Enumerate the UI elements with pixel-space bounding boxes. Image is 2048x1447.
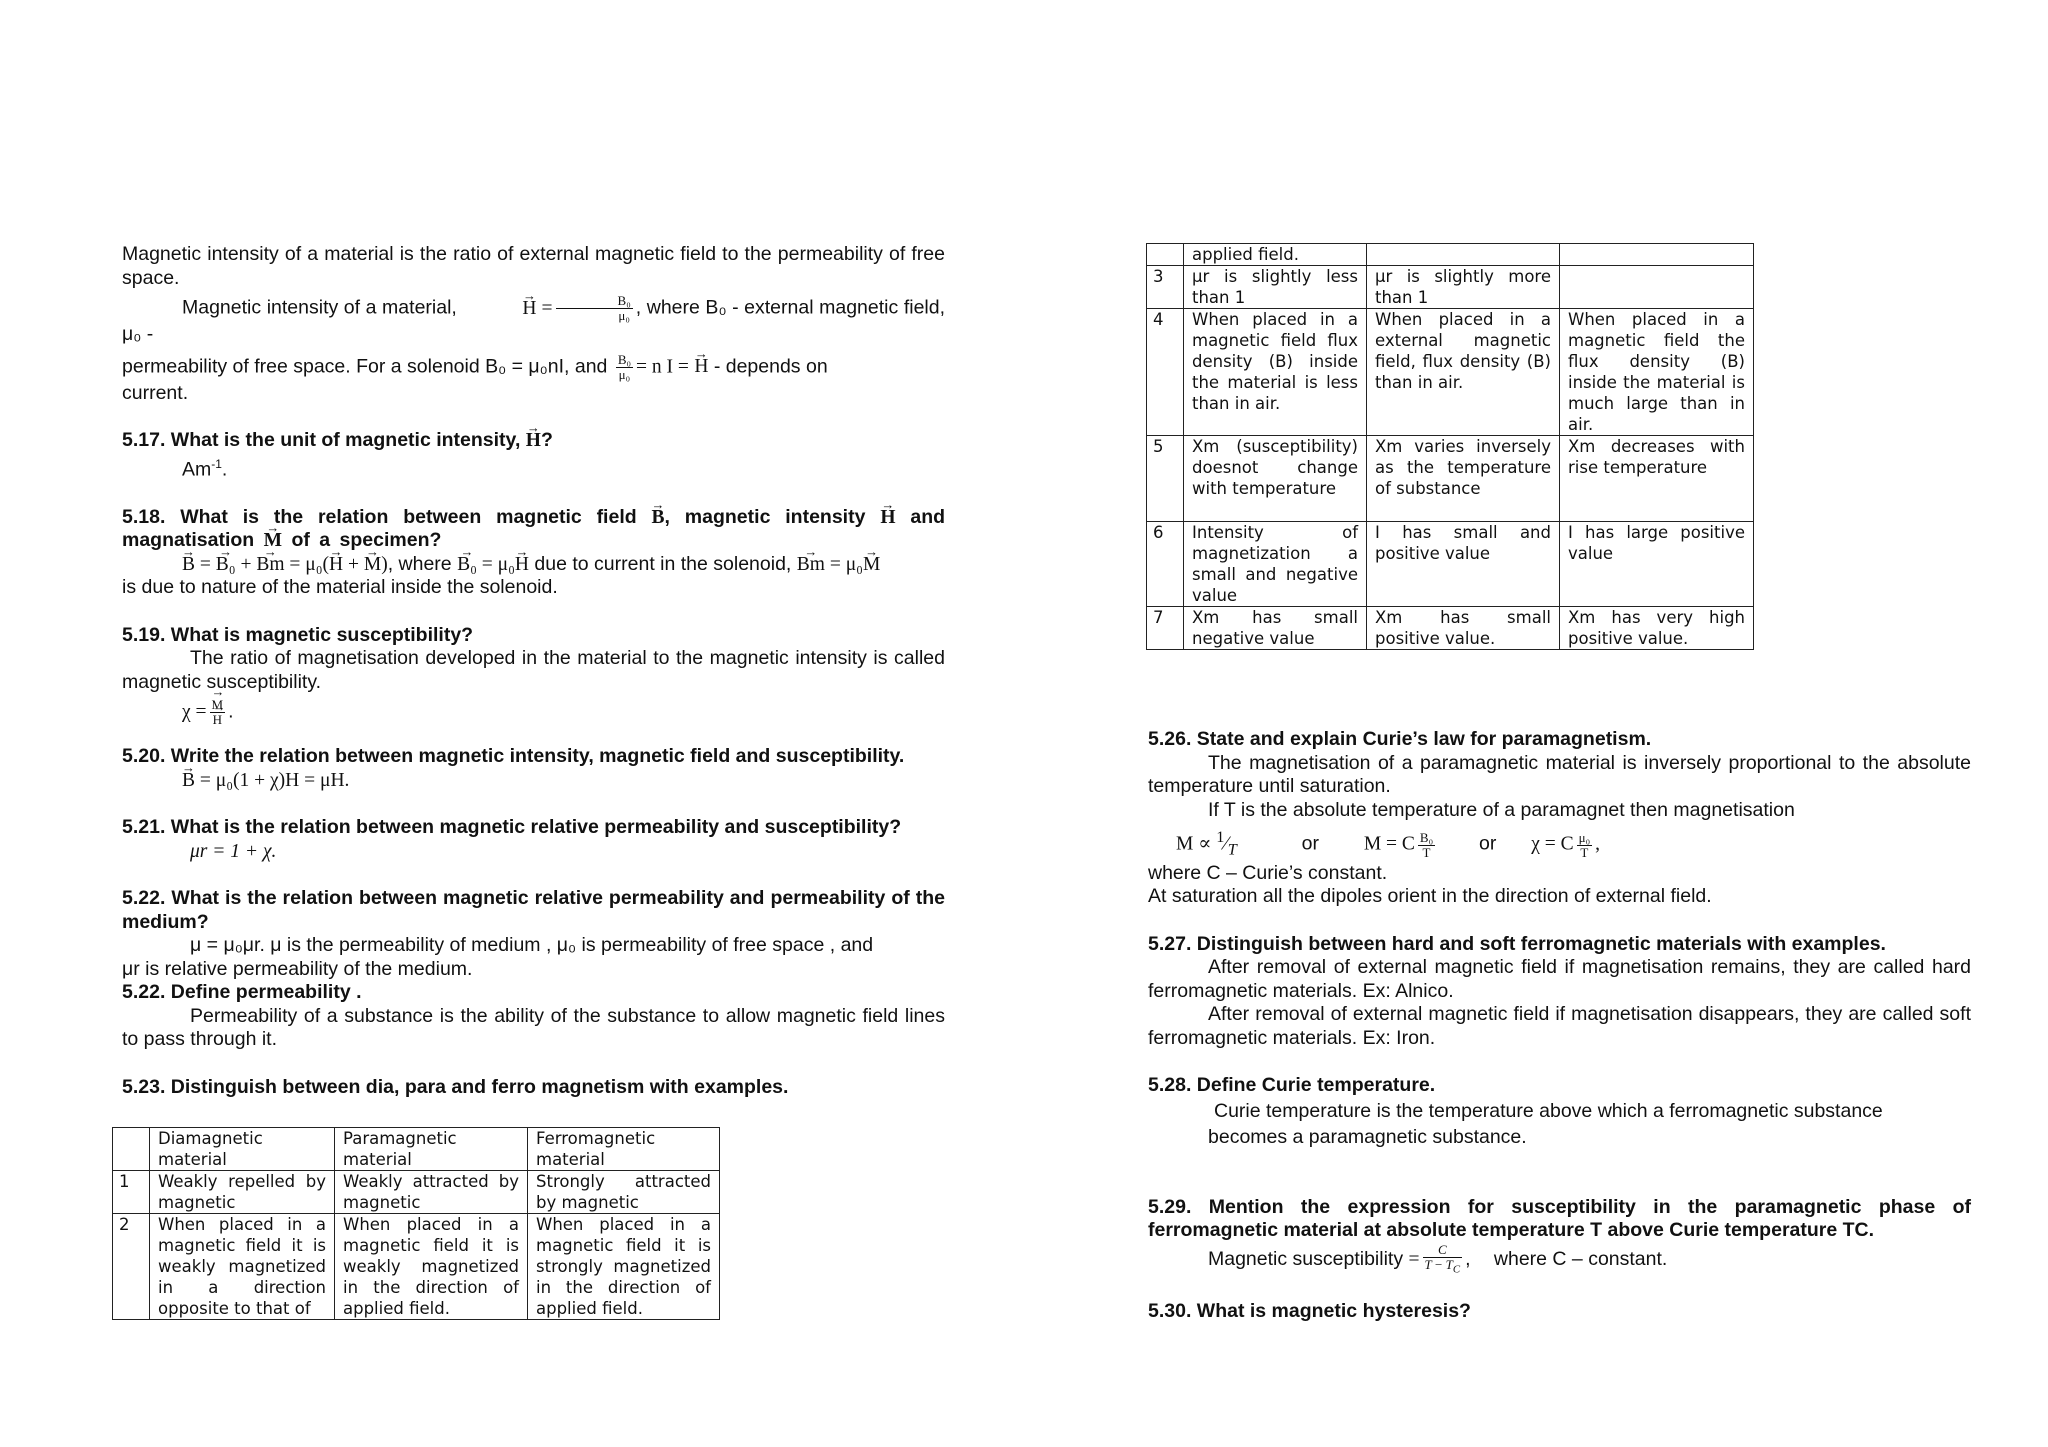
- question-5-21: 5.21. What is the relation between magnetic relative permeability and susceptibility?: [122, 816, 902, 838]
- susceptibility-formula: χ = → M → H .: [122, 698, 945, 727]
- answer-5-26a: The magnetisation of a paramagnetic material is inversely proportional to the absolute temperature until saturation.: [1148, 751, 1971, 797]
- question-5-22: 5.22. What is the relation between magnetic relative permeability and permeability of the medium?: [122, 887, 945, 933]
- question-5-22-define: 5.22. Define permeability .: [122, 981, 362, 1003]
- question-5-28: 5.28. Define Curie temperature.: [1148, 1074, 1436, 1097]
- answer-5-27a: After removal of external magnetic field if magnetisation remains, they are called hard ferromagnetic materials. Ex: Alnico.: [1148, 956, 1971, 1002]
- table-header: Ferromagnetic material: [528, 1128, 720, 1171]
- answer-5-18-text: is due to nature of the material inside the solenoid.: [122, 576, 558, 598]
- answer-5-21: μr = 1 + χ.: [190, 840, 277, 862]
- table-header: Diamagnetic material: [150, 1128, 335, 1171]
- intro-definition: Magnetic intensity of a material is the ratio of external magnetic field to the permeability of free space.: [122, 243, 945, 289]
- answer-5-17: $Am^{-1}$.: [182, 456, 228, 480]
- right-column: [1148, 728, 1971, 1324]
- question-5-18: 5.18. What is the relation between magnetic field → B, magnetic intensity → H and magnatisation → M of a specimen?: [122, 506, 945, 553]
- table-row: applied field.: [1147, 244, 1754, 266]
- question-5-26: 5.26. State and explain Curie’s law for paramagnetism.: [1148, 728, 1652, 750]
- table-row: 7 Xm has small negative value Xm has small positive value. Xm has very high positive value.: [1147, 607, 1754, 650]
- answer-5-29: Magnetic susceptibility = $\frac{C}{T - T_C}$ , where C – constant.: [1208, 1241, 1668, 1276]
- table-row: 2 When placed in a magnetic field it is weakly magnetized in a direction opposite to that of When placed in a magnetic field it is weakly magnetized in the direction of applied field. When placed in a magnetic field it is strongly magnetized in the direction of applied field.: [113, 1214, 720, 1320]
- curie-law-formulas: $M \propto ^1⁄_T$ or M = C $\frac{\text{B₀}}{T}$ or χ = C $\frac{\text{μ₀}}{T}$ ,: [1176, 828, 1601, 860]
- question-5-20: 5.20. Write the relation between magnetic intensity, magnetic field and susceptibility.: [122, 745, 905, 767]
- answer-5-22a: μ = μ₀μr. μ is the permeability of medium , μ₀ is permeability of free space , and: [190, 934, 874, 956]
- answer-5-26d: At saturation all the dipoles orient in the direction of external field.: [1148, 885, 1712, 908]
- intro-current: current.: [122, 381, 189, 404]
- answer-5-26b: If T is the absolute temperature of a paramagnet then magnetisation: [1208, 798, 1795, 821]
- magnetism-comparison-table: [112, 1127, 720, 1320]
- answer-5-27b: After removal of external magnetic field if magnetisation disappears, they are called soft ferromagnetic materials. Ex: Iron.: [1148, 1003, 1971, 1049]
- table-row: 6 Intensity of magnetization a small and negative value I has small and positive value I has large positive value: [1147, 522, 1754, 607]
- intro-solenoid-line: permeability of free space. For a solenoid B₀ = μ₀nI, and $\frac{\text{B₀}}{\text{μ₀}}$ = n I = → H - depends on: [122, 353, 945, 382]
- question-5-30: 5.30. What is magnetic hysteresis?: [1148, 1300, 1471, 1323]
- question-5-27: 5.27. Distinguish between hard and soft ferromagnetic materials with examples.: [1148, 932, 1886, 955]
- answer-5-20: → B = μ₀(1 + χ)H = μH.: [122, 769, 945, 793]
- table-row: 4 When placed in a magnetic field flux density (B) inside the material is less than in air. When placed in a external magnetic field, flux density (B) than in air. When placed in a magnetic field the flux density (B) inside the material is much large than in air.: [1147, 309, 1754, 436]
- answer-5-28: Curie temperature is the temperature above which a ferromagnetic substance becomes a paramagnetic substance.: [1208, 1099, 1883, 1148]
- table-row: 5 Xm (susceptibility) doesnot change with temperature Xm varies inversely as the temperature of substance Xm decreases with rise temperature: [1147, 436, 1754, 522]
- answer-5-22b: μr is relative permeability of the medium.: [122, 957, 473, 980]
- answer-5-22-define: Permeability of a substance is the ability of the substance to allow magnetic field lines to pass through it.: [122, 1004, 945, 1050]
- question-5-23: 5.23. Distinguish between dia, para and ferro magnetism with examples.: [122, 1075, 789, 1098]
- left-column: [122, 243, 945, 1099]
- magnetism-comparison-table-continued: [1146, 243, 1754, 650]
- answer-5-26c: where C – Curie’s constant.: [1148, 861, 1388, 884]
- intro-formula-line: Magnetic intensity of a material, → H = $\frac{\text{B₀}}{\text{μ₀}}$ , where B₀ - external magnetic field, μ₀ -: [122, 294, 945, 347]
- table-row: 1 Weakly repelled by magnetic Weakly attracted by magnetic Strongly attracted by magnetic: [113, 1171, 720, 1214]
- answer-5-19: The ratio of magnetisation developed in the material to the magnetic intensity is called magnetic susceptibility.: [122, 647, 945, 693]
- answer-5-18-formula: → B = → B₀ + → Bm = μ₀(→ H + → M), where → B₀ = μ₀→ H due to current in the solenoid, → Bm = μ₀→ M: [122, 553, 945, 577]
- table-header-row: [113, 1128, 720, 1171]
- question-5-17: 5.17. What is the unit of magnetic intensity, → H?: [122, 429, 945, 453]
- question-5-19: 5.19. What is magnetic susceptibility?: [122, 623, 474, 646]
- table-header: Paramagnetic material: [335, 1128, 528, 1171]
- question-5-29: 5.29. Mention the expression for susceptibility in the paramagnetic phase of ferromagnetic material at absolute temperature T above Curie temperature TC.: [1148, 1195, 1971, 1242]
- table-row: 3 μr is slightly less than 1 μr is slightly more than 1: [1147, 266, 1754, 309]
